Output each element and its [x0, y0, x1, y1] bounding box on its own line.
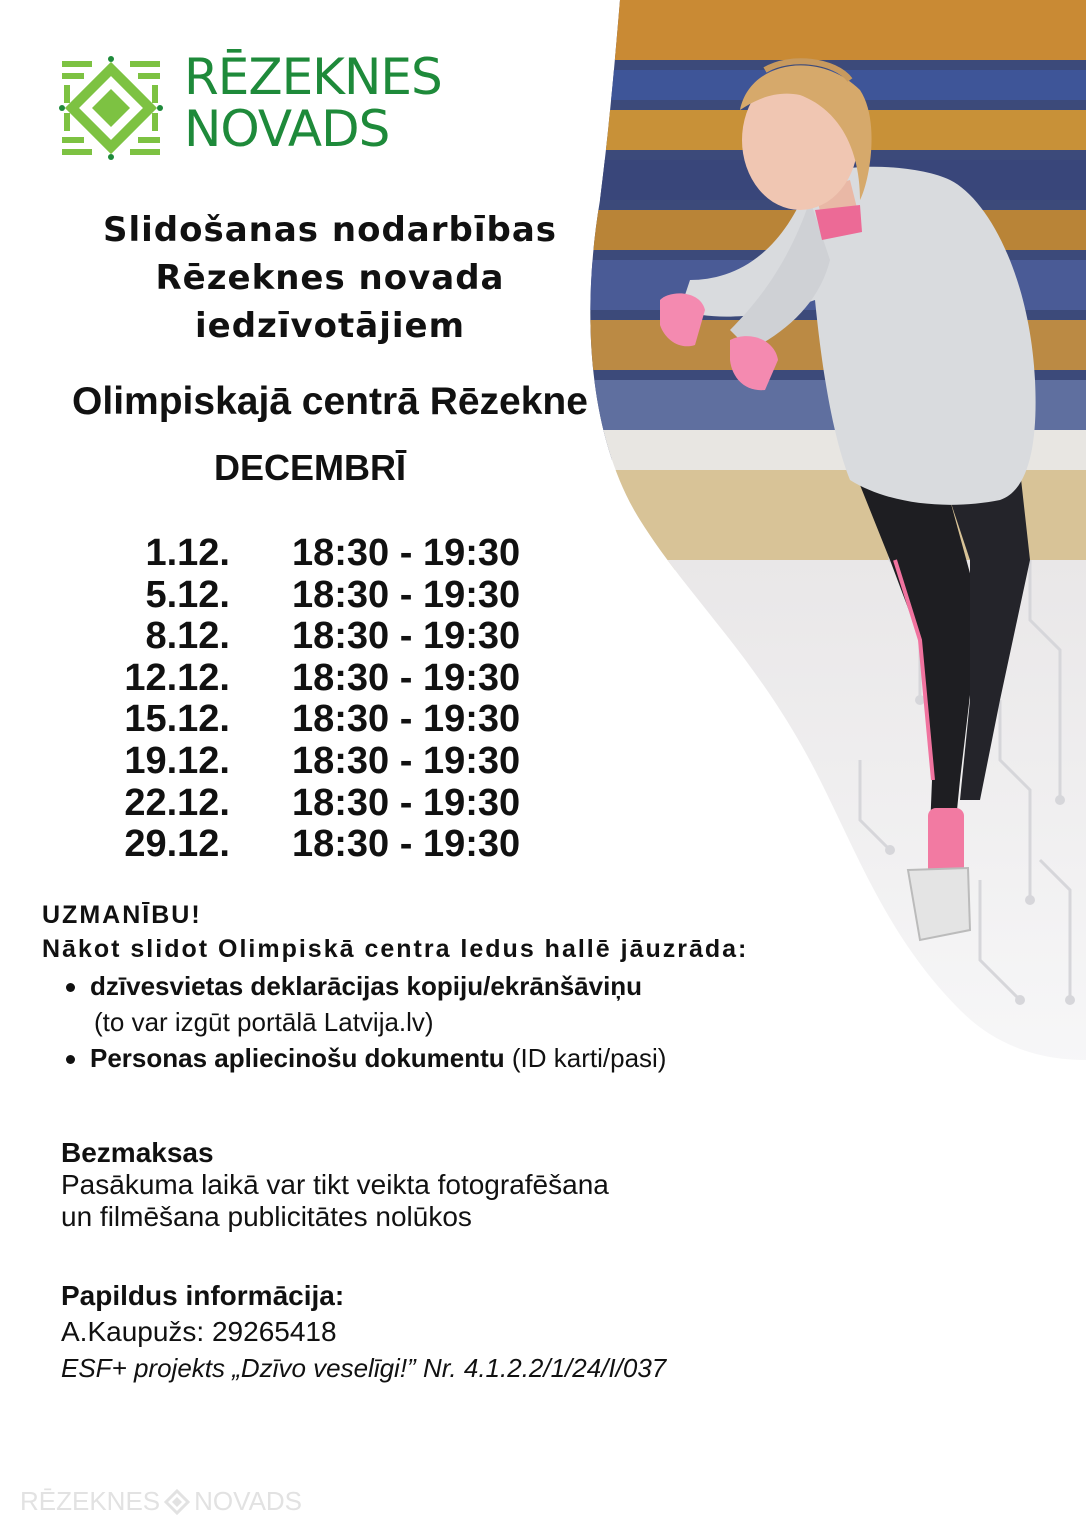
schedule-date: 1.12.	[145, 532, 230, 574]
schedule-date: 12.12.	[124, 656, 230, 699]
schedule-time: 18:30 - 19:30	[292, 781, 521, 824]
notice-warning: UZMANĪBU!	[42, 901, 202, 929]
schedule-time: 18:30 - 19:30	[292, 739, 521, 782]
venue-title: Olimpiskajā centrā Rēzekne	[72, 380, 588, 423]
free-title: Bezmaksas	[61, 1137, 214, 1168]
brand-logo	[58, 48, 458, 165]
photo-notice-line2: un filmēšana publicitātes nolūkos	[61, 1201, 472, 1232]
schedule-time: 18:30 - 19:30	[292, 573, 521, 616]
schedule-row	[100, 533, 560, 575]
headline-line3: iedzīvotājiem	[194, 306, 465, 346]
schedule-date: 15.12.	[124, 698, 230, 741]
schedule-row	[100, 824, 560, 866]
photo-notice-line1: Pasākuma laikā var tikt veikta fotografēšana	[61, 1169, 609, 1200]
requirement-item	[42, 1040, 902, 1076]
brand-name-line1: RĒZEKNES	[184, 48, 442, 106]
project-reference: ESF+ projekts „Dzīvo veselīgi!” Nr. 4.1.2.2/1/24/I/037	[61, 1353, 667, 1383]
schedule-time: 18:30 - 19:30	[292, 656, 521, 699]
schedule-time: 18:30 - 19:30	[292, 615, 521, 658]
schedule-date: 22.12.	[124, 781, 230, 824]
headline-line1: Slidošanas nodarbības	[102, 210, 558, 250]
notice-section	[42, 898, 902, 1076]
watermark-right: NOVADS	[194, 1486, 303, 1516]
requirements-list	[42, 968, 902, 1076]
requirement-item	[42, 968, 902, 1040]
requirement-residence-note: (to var izgūt portālā Latvija.lv)	[94, 1007, 434, 1037]
watermark-left: RĒZEKNES	[20, 1486, 161, 1516]
schedule-list	[100, 533, 560, 866]
free-section	[61, 1137, 761, 1233]
schedule-time: 18:30 - 19:30	[292, 698, 521, 741]
notice-intro: Nākot slidot Olimpiskā centra ledus hallē jāuzrāda:	[42, 935, 749, 963]
watermark-logo-icon	[164, 1489, 190, 1515]
schedule-row	[100, 575, 560, 617]
schedule-row	[100, 616, 560, 658]
schedule-time: 18:30 - 19:30	[292, 823, 521, 866]
contact-title: Papildus informācija:	[61, 1280, 345, 1311]
schedule-date: 8.12.	[145, 615, 230, 658]
event-headline	[80, 206, 580, 350]
month-title: DECEMBRĪ	[213, 447, 406, 488]
schedule-row	[100, 699, 560, 741]
watermark	[20, 1486, 302, 1517]
schedule-row	[100, 741, 560, 783]
contact-person: A.Kaupužs: 29265418	[61, 1316, 337, 1347]
schedule-time: 18:30 - 19:30	[292, 532, 521, 574]
contact-section	[61, 1278, 861, 1386]
requirement-residence: dzīvesvietas deklarācijas kopiju/ekrānšāviņu	[90, 971, 643, 1001]
schedule-date: 29.12.	[124, 823, 230, 866]
brand-name	[184, 48, 442, 158]
headline-line2: Rēzeknes novada	[155, 258, 505, 298]
requirement-id-note: (ID karti/pasi)	[504, 1043, 667, 1073]
requirement-id: Personas apliecinošu dokumentu	[90, 1043, 505, 1073]
brand-name-line2: NOVADS	[184, 100, 390, 158]
schedule-row	[100, 658, 560, 700]
schedule-date: 5.12.	[145, 573, 230, 616]
schedule-date: 19.12.	[124, 739, 230, 782]
schedule-row	[100, 783, 560, 825]
logo-mark-icon	[58, 55, 164, 161]
